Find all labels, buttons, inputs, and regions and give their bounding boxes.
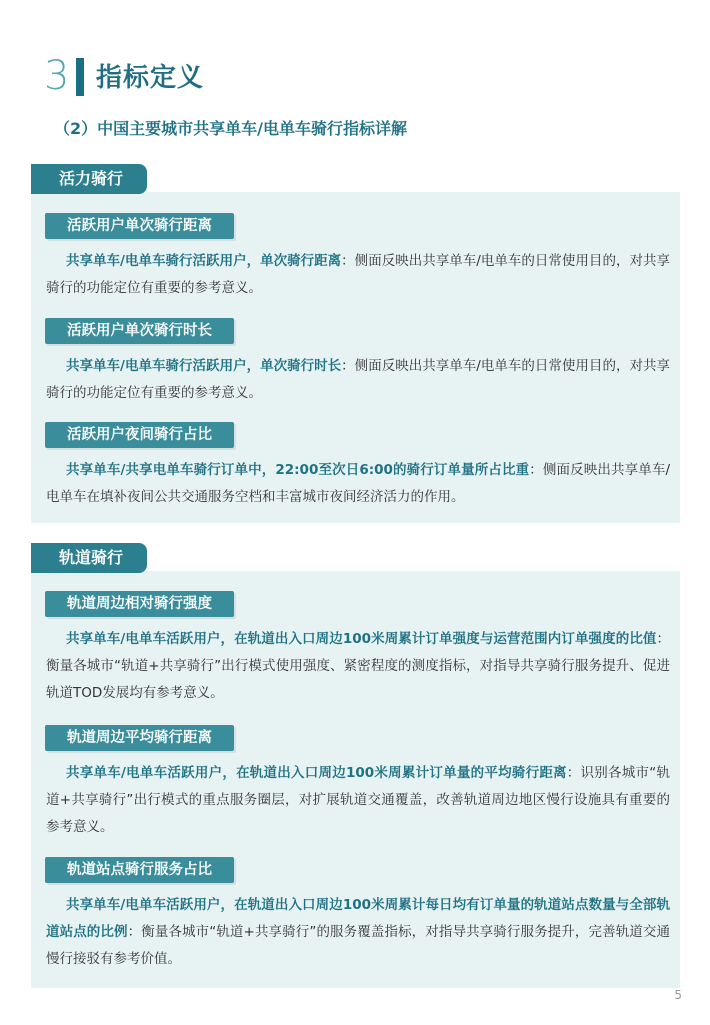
para-rail-station-ratio xyxy=(46,892,670,973)
para-rail-intensity xyxy=(46,626,670,707)
label-night-ratio: 活跃用户夜间骑行占比 xyxy=(45,422,234,448)
para-lead: 共享单车/共享电单车骑行订单中，22:00至次日6:00的骑行订单量所占比重 xyxy=(66,462,530,478)
tab-rail: 轨道骑行 xyxy=(31,543,147,573)
section-accent-bar xyxy=(76,58,84,96)
para-text: ：侧面反映出共享单车/电单车的日常使用目的，对共享骑行的功能定位有重要的参考意义。 xyxy=(46,358,670,401)
para-single-distance xyxy=(46,248,670,302)
page-number: 5 xyxy=(674,988,682,1002)
para-night-ratio xyxy=(46,457,670,511)
para-lead: 共享单车/电单车骑行活跃用户，单次骑行时长 xyxy=(66,358,342,374)
para-lead: 共享单车/电单车活跃用户，在轨道出入口周边100米周累计订单量的平均骑行距离 xyxy=(66,765,567,781)
label-rail-intensity: 轨道周边相对骑行强度 xyxy=(45,591,234,617)
para-text: ：侧面反映出共享单车/电单车在填补夜间公共交通服务空档和丰富城市夜间经济活力的作用。 xyxy=(46,462,670,505)
para-lead: 共享单车/电单车活跃用户，在轨道出入口周边100米周累计每日均有订单量的轨道站点数量与全部轨道站点的比例 xyxy=(46,897,670,940)
para-text: ：侧面反映出共享单车/电单车的日常使用目的，对共享骑行的功能定位有重要的参考意义。 xyxy=(46,253,670,296)
para-text: ：识别各城市“轨道+共享骑行”出行模式的重点服务圈层，对扩展轨道交通覆盖，改善轨道周边地区慢行设施具有重要的参考意义。 xyxy=(46,765,670,835)
section-number: 3 xyxy=(44,53,69,99)
tab-vitality: 活力骑行 xyxy=(31,164,147,194)
label-single-distance: 活跃用户单次骑行距离 xyxy=(45,213,234,239)
section-title: 指标定义 xyxy=(96,63,205,93)
label-single-duration: 活跃用户单次骑行时长 xyxy=(45,318,234,344)
section-header xyxy=(44,53,644,100)
label-rail-distance: 轨道周边平均骑行距离 xyxy=(45,725,234,751)
para-single-duration xyxy=(46,353,670,407)
para-text: ：衡量各城市“轨道+共享骑行”出行模式使用强度、紧密程度的测度指标，对指导共享骑行服务提升、促进轨道TOD发展均有参考意义。 xyxy=(46,631,670,701)
para-lead: 共享单车/电单车活跃用户，在轨道出入口周边100米周累计订单强度与运营范围内订单强度的比值 xyxy=(66,631,657,647)
para-text: ：衡量各城市“轨道+共享骑行”的服务覆盖指标，对指导共享骑行服务提升，完善轨道交通慢行接驳有参考价值。 xyxy=(46,924,670,967)
para-lead: 共享单车/电单车骑行活跃用户，单次骑行距离 xyxy=(66,253,342,269)
label-rail-station-ratio: 轨道站点骑行服务占比 xyxy=(45,857,234,883)
subtitle: （2）中国主要城市共享单车/电单车骑行指标详解 xyxy=(54,119,407,138)
para-rail-distance xyxy=(46,760,670,841)
